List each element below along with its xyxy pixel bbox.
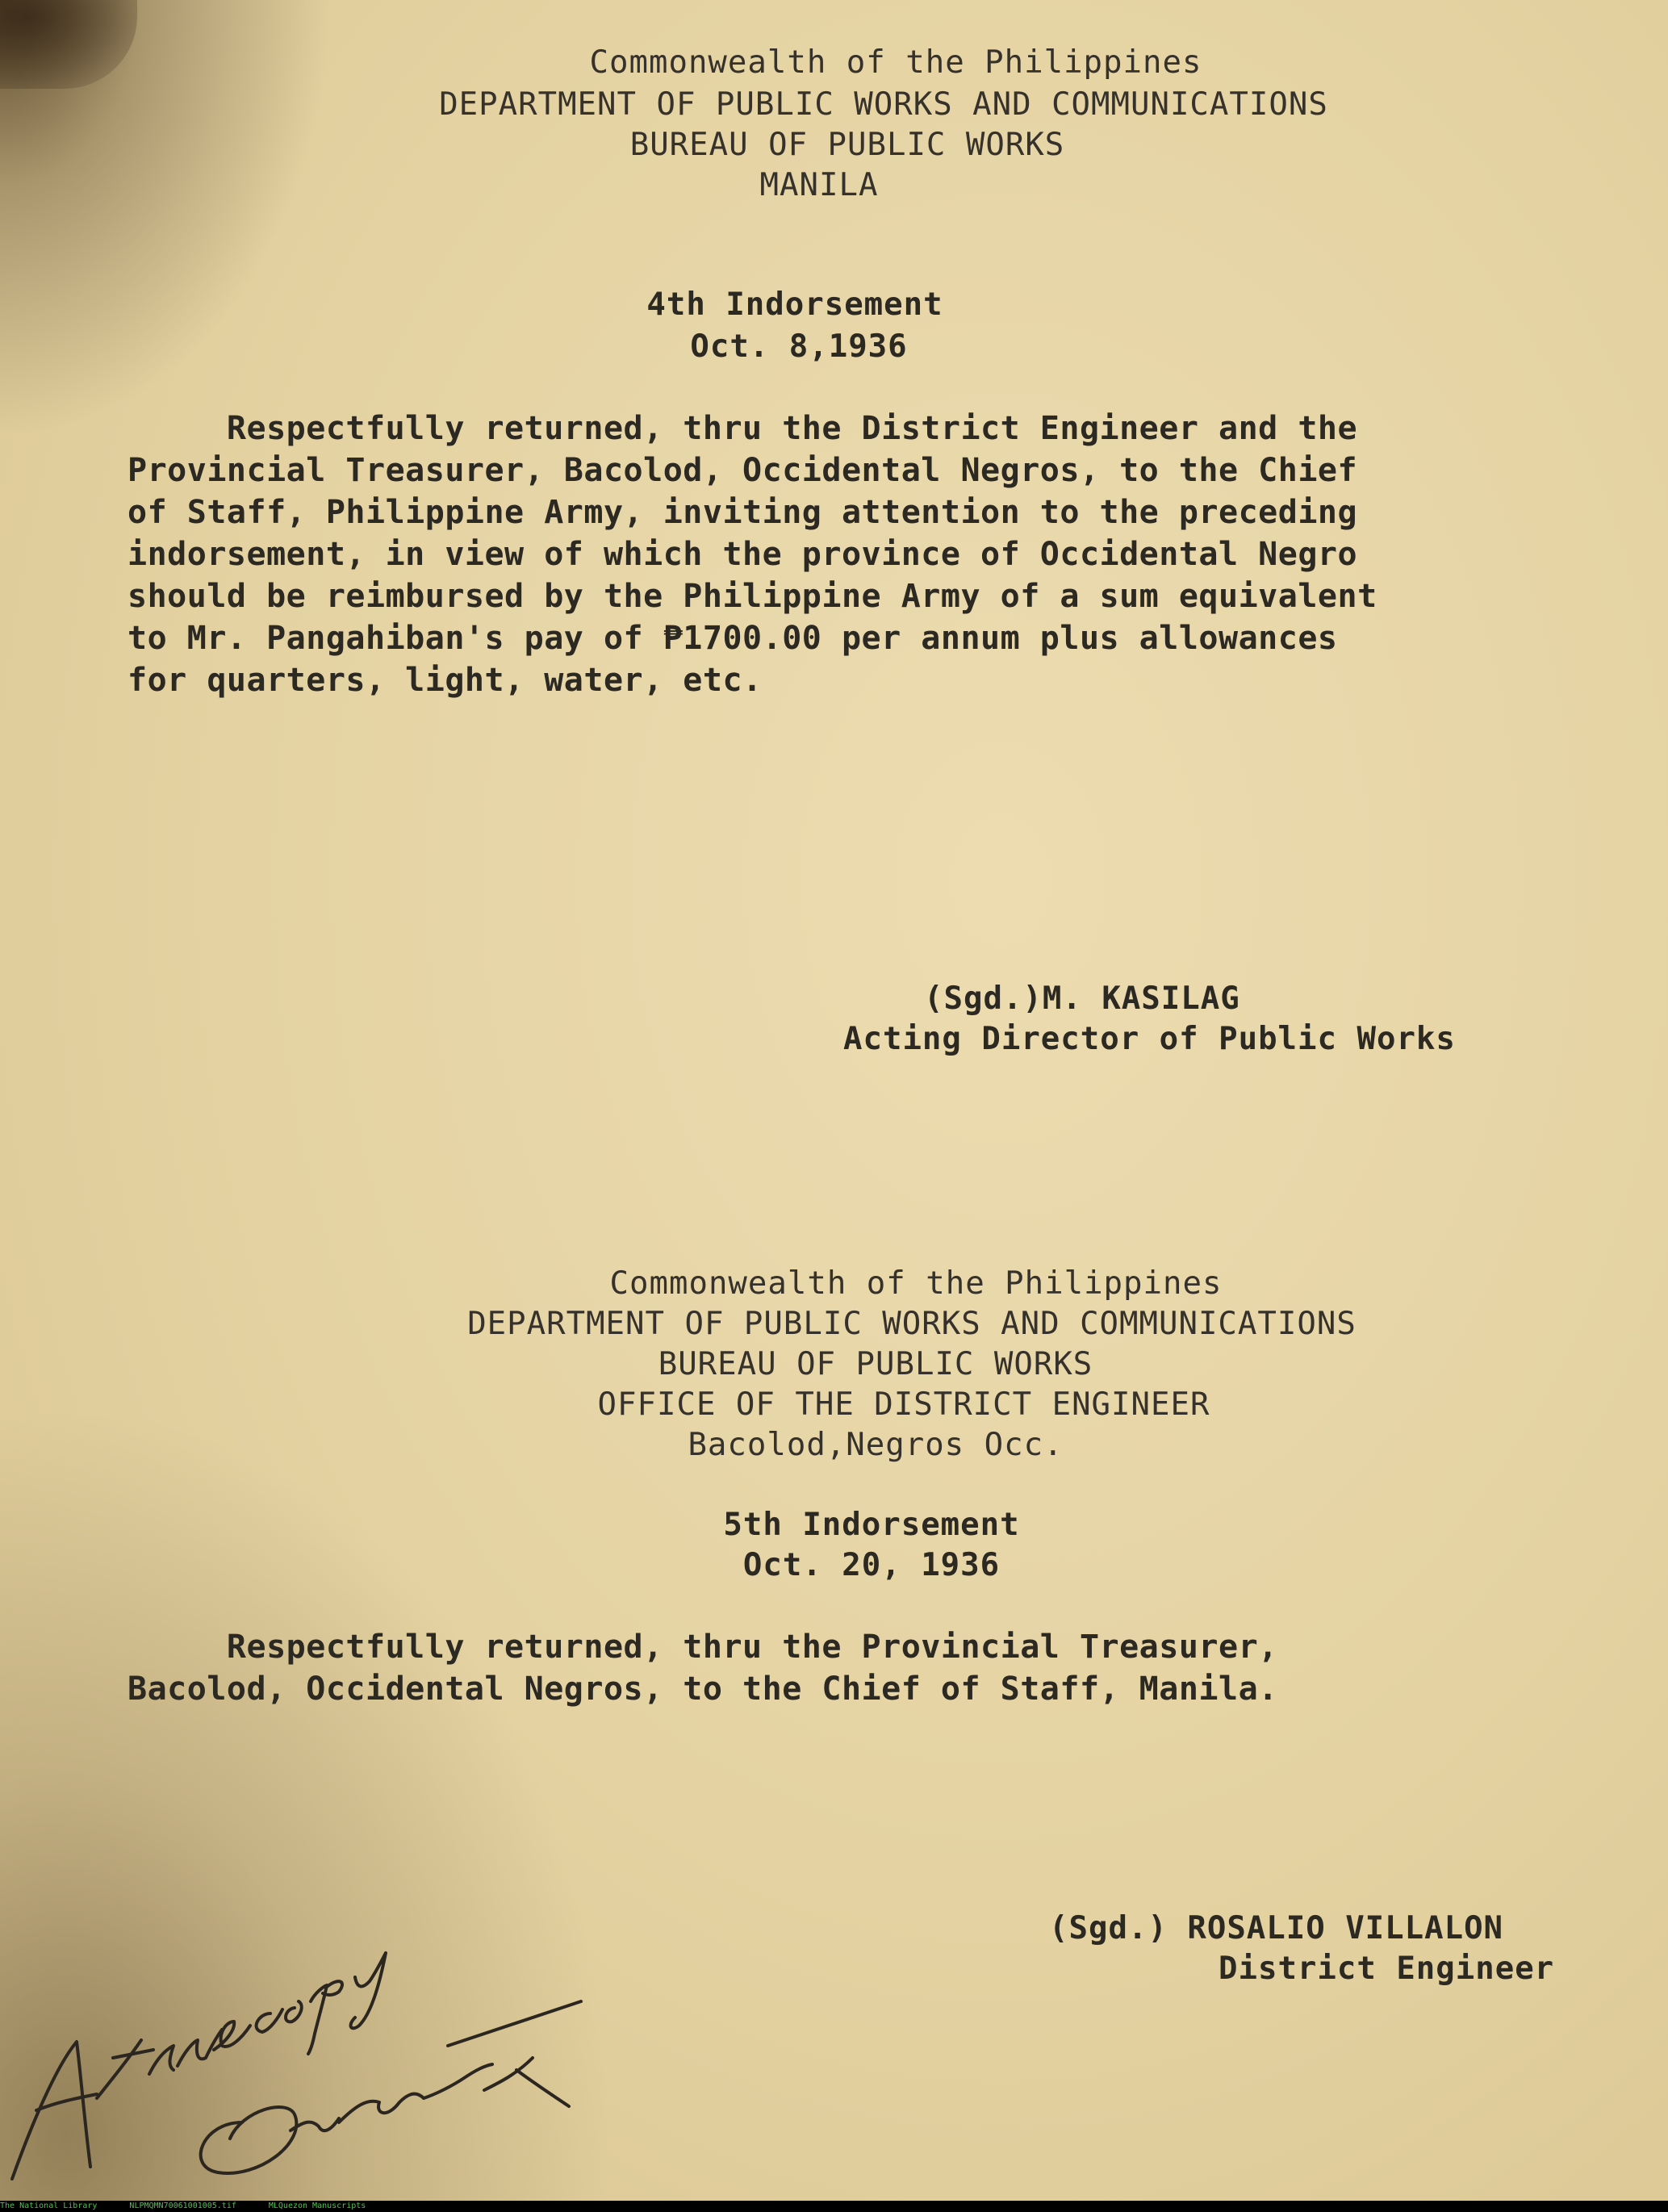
paper-stain bbox=[0, 0, 137, 89]
footer-library: The National Library bbox=[0, 2202, 98, 2210]
letterhead-line: Commonwealth of the Philippines bbox=[609, 1265, 1223, 1302]
body-line: to Mr. Pangahiban's pay of ₱1700.00 per annum plus allowances bbox=[128, 620, 1338, 657]
signature-title: Acting Director of Public Works bbox=[843, 1021, 1456, 1057]
body-line: for quarters, light, water, etc. bbox=[128, 662, 763, 699]
letterhead-line: Commonwealth of the Philippines bbox=[589, 44, 1202, 81]
signature-name: (Sgd.) ROSALIO VILLALON bbox=[1049, 1910, 1504, 1946]
body-line: of Staff, Philippine Army, inviting attention to the preceding bbox=[128, 494, 1358, 531]
indorsement-title: 4th Indorsement bbox=[646, 286, 943, 323]
handwritten-true-copy-signature bbox=[0, 1937, 613, 2195]
body-line: Provincial Treasurer, Bacolod, Occidental Negros, to the Chief bbox=[128, 452, 1358, 489]
indorsement-date: Oct. 20, 1936 bbox=[742, 1547, 1001, 1583]
indorsement-date: Oct. 8,1936 bbox=[690, 328, 908, 365]
body-line: Respectfully returned, thru the Provincial Treasurer, bbox=[128, 1629, 1278, 1666]
letterhead-line: BUREAU OF PUBLIC WORKS bbox=[658, 1346, 1093, 1382]
letterhead-line: OFFICE OF THE DISTRICT ENGINEER bbox=[597, 1386, 1210, 1423]
body-line: indorsement, in view of which the province of Occidental Negro bbox=[128, 536, 1358, 573]
footer-filename: NLPMQMN70061001005.tif bbox=[129, 2202, 236, 2210]
body-line: Bacolod, Occidental Negros, to the Chief of Staff, Manila. bbox=[128, 1670, 1278, 1708]
indorsement-title: 5th Indorsement bbox=[723, 1507, 1020, 1543]
letterhead-line: Bacolod,Negros Occ. bbox=[688, 1427, 1064, 1463]
signature-name: (Sgd.)M. KASILAG bbox=[924, 981, 1240, 1017]
archive-footer-bar bbox=[0, 2201, 1668, 2212]
letterhead-line: DEPARTMENT OF PUBLIC WORKS AND COMMUNICATIONS bbox=[439, 86, 1328, 123]
signature-title: District Engineer bbox=[1219, 1951, 1555, 1987]
letterhead-line: DEPARTMENT OF PUBLIC WORKS AND COMMUNICATIONS bbox=[467, 1306, 1357, 1342]
body-line: Respectfully returned, thru the District Engineer and the bbox=[128, 410, 1358, 447]
footer-collection: MLQuezon Manuscripts bbox=[268, 2202, 366, 2210]
letterhead-line: MANILA bbox=[759, 167, 879, 203]
body-line: should be reimbursed by the Philippine Army of a sum equivalent bbox=[128, 578, 1377, 615]
letterhead-line: BUREAU OF PUBLIC WORKS bbox=[629, 127, 1065, 163]
